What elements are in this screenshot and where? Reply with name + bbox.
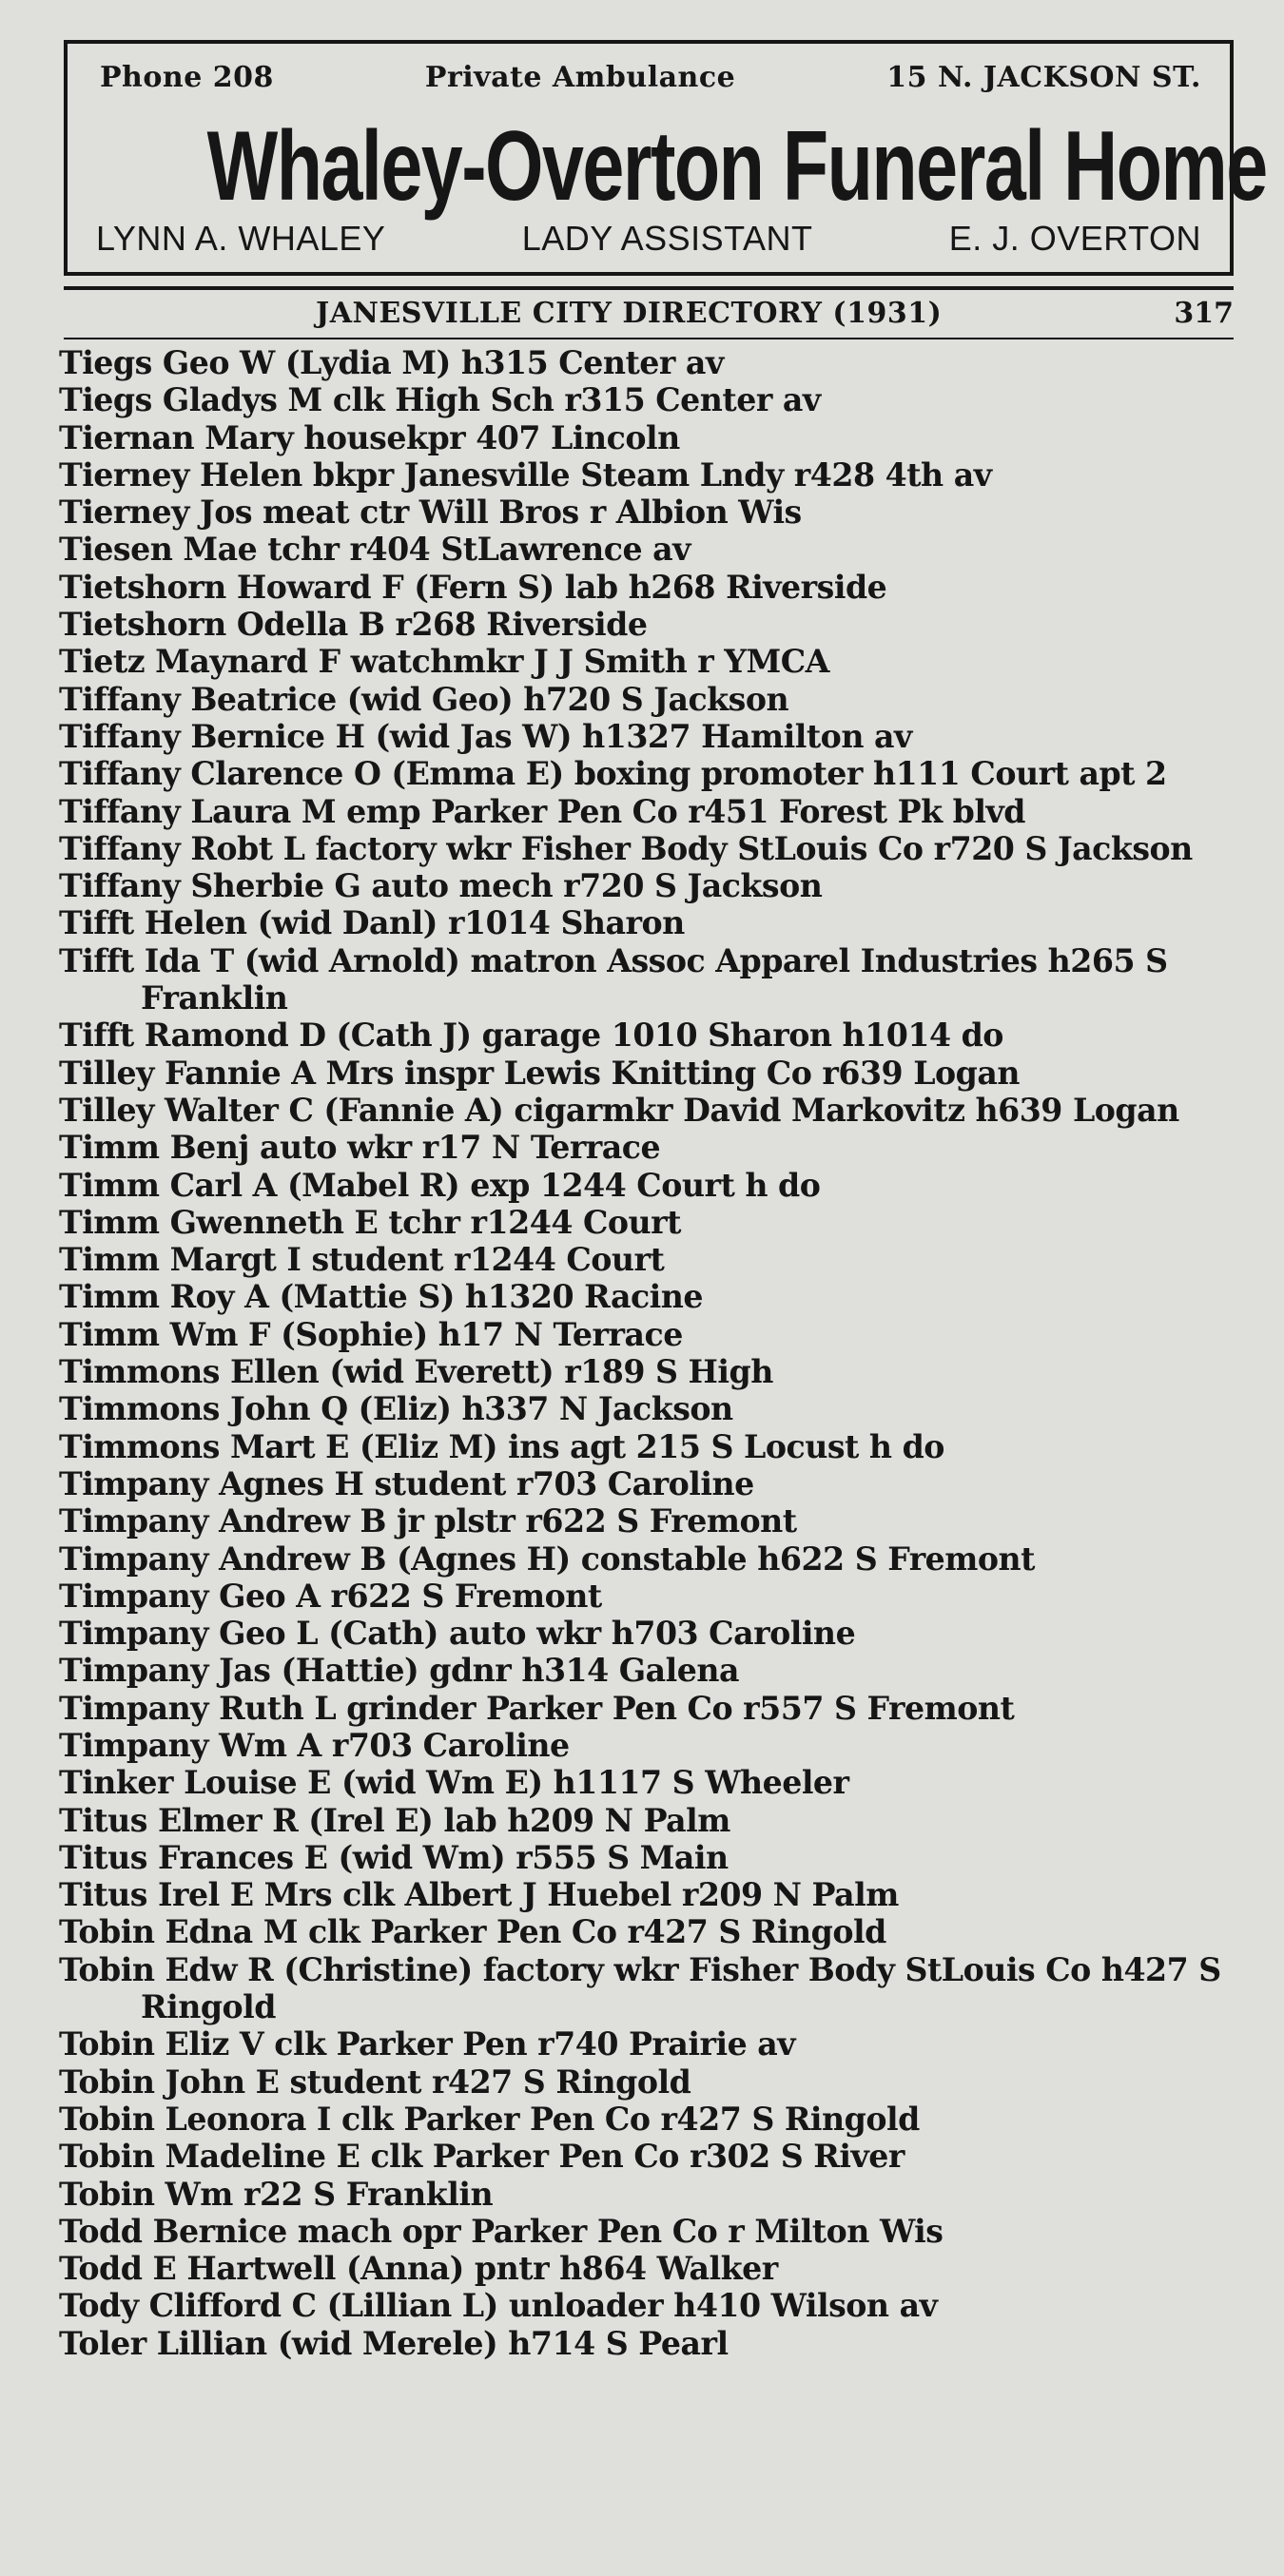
directory-entry: Tobin Wm r22 S Franklin (59, 2175, 494, 2213)
directory-entry: Tiffany Beatrice (wid Geo) h720 S Jackson (59, 680, 789, 718)
directory-entry: Tobin Eliz V clk Parker Pen r740 Prairie av (59, 2025, 796, 2063)
directory-entry: Tietz Maynard F watchmkr J J Smith r YMCA (59, 643, 829, 681)
directory-entry: Timm Wm F (Sophie) h17 N Terrace (59, 1315, 683, 1353)
page-number: 317 (1174, 297, 1234, 330)
directory-entry: Tifft Ramond D (Cath J) garage 1010 Sharon h1014 do (59, 1017, 1003, 1055)
directory-entry: Tiffany Clarence O (Emma E) boxing promoter h111 Court apt 2 (59, 755, 1167, 793)
directory-entry: Tifft Ida T (wid Arnold) matron Assoc Apparel Industries h265 S Franklin (59, 941, 1178, 1017)
ad-address: 15 N. JACKSON ST. (886, 61, 1201, 94)
directory-entry: Tilley Walter C (Fannie A) cigarmkr David Markovitz h639 Logan (59, 1091, 1179, 1129)
ad-title: Whaley-Overton Funeral Home (206, 111, 1267, 222)
directory-entry: Tiegs Geo W (Lydia M) h315 Center av (59, 344, 724, 381)
directory-entry: Timm Carl A (Mabel R) exp 1244 Court h do (59, 1166, 821, 1204)
directory-entry: Tietshorn Odella B r268 Riverside (59, 606, 648, 644)
directory-entry: Timm Benj auto wkr r17 N Terrace (59, 1129, 661, 1167)
directory-entry: Timpany Agnes H student r703 Caroline (59, 1464, 754, 1502)
directory-entry: Toler Lillian (wid Merele) h714 S Pearl (59, 2324, 729, 2362)
directory-entry: Tilley Fannie A Mrs inspr Lewis Knitting Co r639 Logan (59, 1054, 1021, 1092)
directory-entry: Tody Clifford C (Lillian L) unloader h410 Wilson av (59, 2287, 938, 2325)
directory-entry: Todd E Hartwell (Anna) pntr h864 Walker (59, 2250, 778, 2288)
directory-entry: Tiesen Mae tchr r404 StLawrence av (59, 531, 691, 569)
directory-entry: Tierney Jos meat ctr Will Bros r Albion Wis (59, 494, 802, 532)
directory-entry: Timpany Geo A r622 S Fremont (59, 1577, 602, 1615)
ad-top-line (68, 61, 1230, 94)
directory-entry: Todd Bernice mach opr Parker Pen Co r Milton Wis (59, 2212, 944, 2250)
running-head (64, 291, 1234, 337)
directory-entry: Timmons Mart E (Eliz M) ins agt 215 S Locust h do (59, 1427, 944, 1465)
directory-entry: Timpany Wm A r703 Caroline (59, 1726, 570, 1764)
directory-entry: Titus Irel E Mrs clk Albert J Huebel r209 N Palm (59, 1876, 899, 1914)
directory-entry: Timmons John Q (Eliz) h337 N Jackson (59, 1390, 733, 1428)
ad-left-name: LYNN A. WHALEY (96, 219, 386, 258)
directory-entry: Timpany Jas (Hattie) gdnr h314 Galena (59, 1652, 739, 1690)
directory-entries (59, 344, 1238, 2362)
directory-entry: Tobin John E student r427 S Ringold (59, 2063, 691, 2101)
directory-entry: Tiffany Laura M emp Parker Pen Co r451 Forest Pk blvd (59, 792, 1025, 830)
directory-entry: Tobin Edna M clk Parker Pen Co r427 S Ringold (59, 1913, 886, 1951)
directory-entry: Tinker Louise E (wid Wm E) h1117 S Wheeler (59, 1764, 849, 1802)
directory-entry: Tobin Leonora I clk Parker Pen Co r427 S Ringold (59, 2100, 920, 2138)
directory-entry: Tiffany Robt L factory wkr Fisher Body StLouis Co r720 S Jackson (59, 829, 1193, 867)
directory-entry: Timpany Andrew B jr plstr r622 S Fremont (59, 1502, 797, 1540)
directory-entry: Tiernan Mary housekpr 407 Lincoln (59, 418, 680, 456)
directory-entry: Timm Gwenneth E tchr r1244 Court (59, 1203, 681, 1241)
directory-entry: Tobin Madeline E clk Parker Pen Co r302 S River (59, 2138, 905, 2176)
directory-entry: Tobin Edw R (Christine) factory wkr Fisher Body StLouis Co h427 S Ringold (59, 1950, 1232, 2026)
directory-entry: Tietshorn Howard F (Fern S) lab h268 Riverside (59, 568, 887, 606)
directory-entry: Tifft Helen (wid Danl) r1014 Sharon (59, 904, 685, 942)
directory-entry: Tiegs Gladys M clk High Sch r315 Center av (59, 381, 821, 419)
directory-entry: Timm Roy A (Mattie S) h1320 Racine (59, 1278, 704, 1316)
ad-phone: Phone 208 (100, 61, 274, 94)
funeral-home-advertisement (64, 40, 1267, 276)
directory-entry: Timm Margt I student r1244 Court (59, 1241, 665, 1279)
ad-bottom-line (68, 219, 1230, 259)
directory-title: JANESVILLE CITY DIRECTORY (1931) (316, 297, 943, 330)
directory-entry: Tiffany Sherbie G auto mech r720 S Jackson (59, 867, 823, 905)
running-head-rule (64, 338, 1234, 339)
directory-entry: Timmons Ellen (wid Everett) r189 S High (59, 1353, 773, 1391)
directory-entry: Timpany Ruth L grinder Parker Pen Co r557 S Fremont (59, 1689, 1015, 1727)
directory-entry: Timpany Geo L (Cath) auto wkr h703 Caroline (59, 1615, 856, 1653)
header-divider (64, 286, 1234, 290)
directory-entry: Titus Elmer R (Irel E) lab h209 N Palm (59, 1801, 730, 1839)
ad-service: Private Ambulance (424, 61, 736, 94)
ad-middle: LADY ASSISTANT (521, 219, 813, 258)
directory-entry: Titus Frances E (wid Wm) r555 S Main (59, 1838, 729, 1876)
ad-right-name: E. J. OVERTON (948, 219, 1201, 258)
directory-entry: Tierney Helen bkpr Janesville Steam Lndy r428 4th av (59, 455, 992, 494)
directory-entry: Tiffany Bernice H (wid Jas W) h1327 Hamilton av (59, 717, 912, 755)
directory-entry: Timpany Andrew B (Agnes H) constable h622 S Fremont (59, 1540, 1035, 1578)
